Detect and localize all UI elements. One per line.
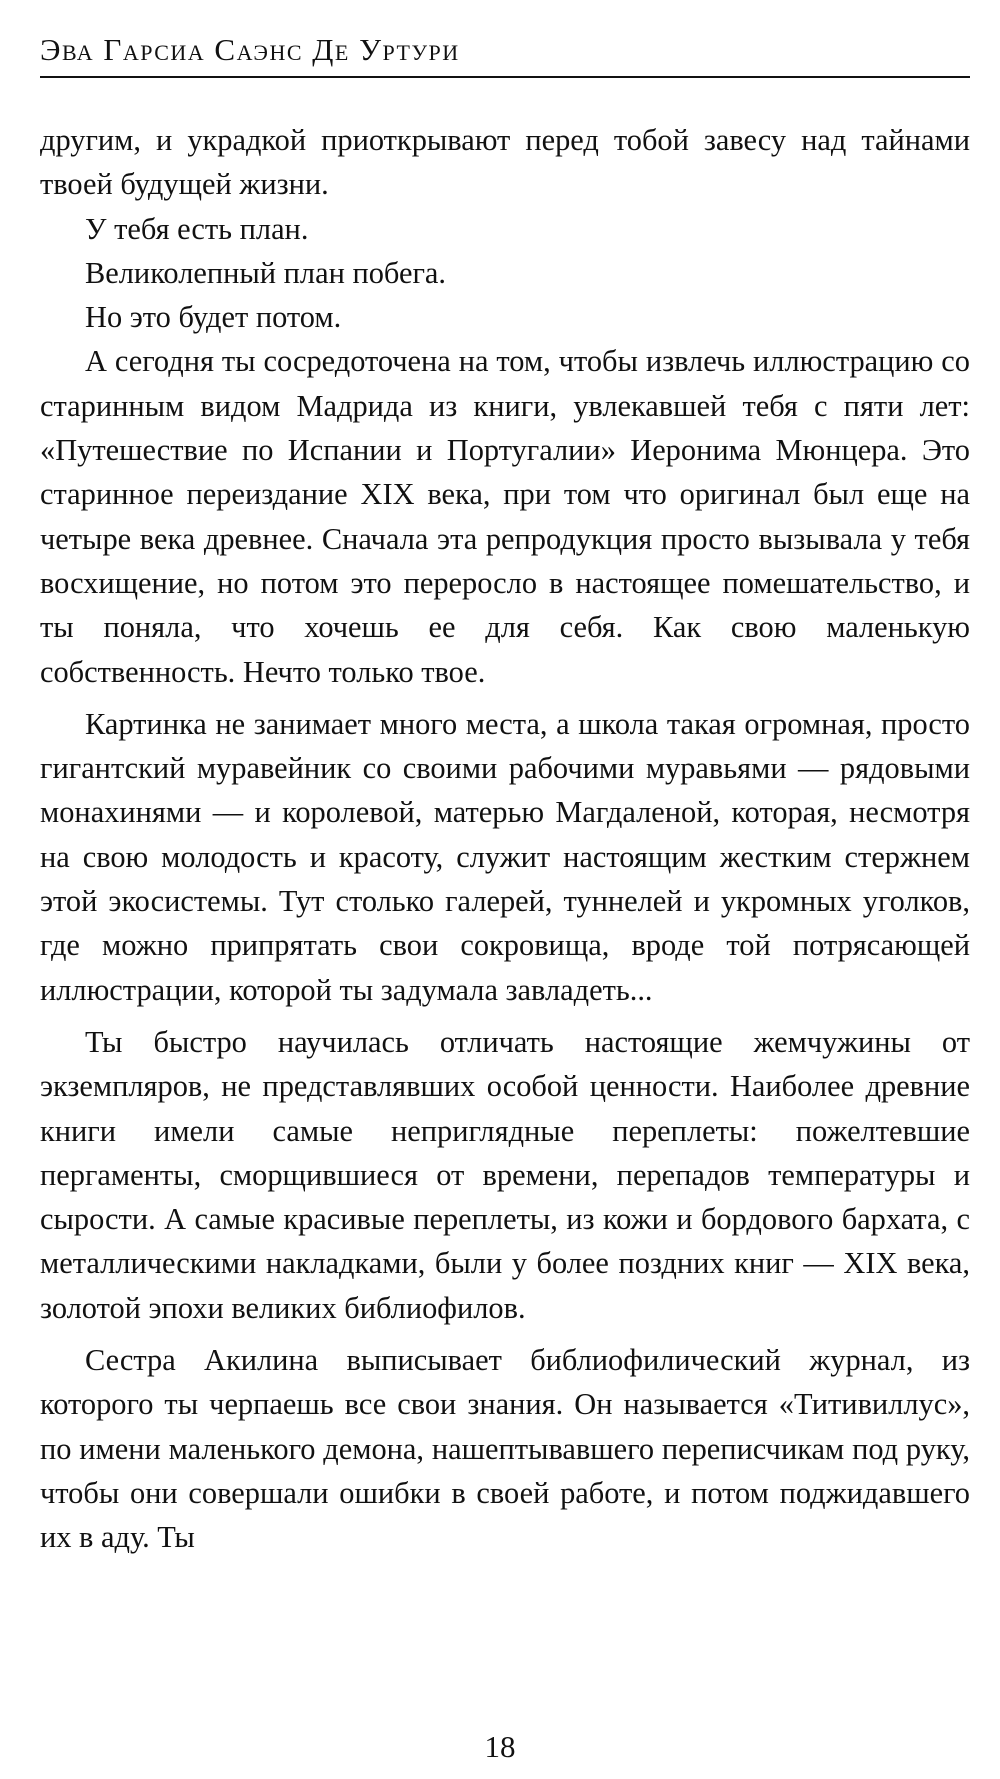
paragraph-pearls: Ты быстро научилась отличать настоящие жемчужины от экземпляров, не представлявших особой ценности. Наиболее древние книги имели самые неприглядные переплеты: пожелтевшие пергаменты, сморщившиеся от времени, перепадов температуры и сырости. А самые красивые переплеты, из кожи и бордового бархата, с металлическими накладками, были у более поздних книг — XIX века, золотой эпохи великих библиофилов. — [40, 1024, 970, 1325]
paragraph-anthill: Картинка не занимает много места, а школа такая огромная, просто гигантский муравейник со своими рабочими муравьями — рядовыми монахинями — и королевой, матерью Магдаленой, которая, несмотря на свою молодость и красоту, служит настоящим жестким стержнем этой экосистемы. Тут столько галерей, туннелей и укромных уголков, где можно припрятать свои сокровища, вроде той потрясающей иллюстрации, которой ты задумала завладеть... — [40, 706, 970, 1007]
body-text — [40, 118, 970, 1560]
paragraph-titivillus: Сестра Акилина выписывает библиофилический журнал, из которого ты черпаешь все свои знания. Он называется «Титивиллус», по имени маленького демона, нашептывавшего переписчикам под руку, чтобы они совершали ошибки в своей работе, и потом поджидавшего их в аду. Ты — [40, 1343, 970, 1555]
paragraph-escape-plan: Великолепный план побега. — [85, 255, 447, 290]
paragraph-plan: У тебя есть план. — [85, 211, 309, 246]
page-number: 18 — [484, 1729, 516, 1764]
paragraph-illustration: А сегодня ты сосредоточена на том, чтобы извлечь иллюстрацию со старинным видом Мадрида из книги, увлекавшей тебя с пяти лет: «Путешествие по Испании и Португалии» Иеронима Мюнцера. Это старинное переиздание XIX века, при том что оригинал был еще на четыре века древнее. Сначала эта репродукция просто вызывала у тебя восхищение, но потом это переросло в настоящее помешательство, и ты поняла, что хочешь ее для себя. Как свою маленькую собственность. Нечто только твое. — [40, 344, 970, 689]
running-head-author: Эва Гарсиа Саэнс Де Уртури — [40, 32, 460, 67]
paragraph-continuation: другим, и украдкой приоткрывают перед тобой завесу над тайнами твоей будущей жизни. — [40, 123, 970, 202]
header-rule — [40, 76, 970, 78]
paragraph-later: Но это будет потом. — [85, 300, 342, 335]
